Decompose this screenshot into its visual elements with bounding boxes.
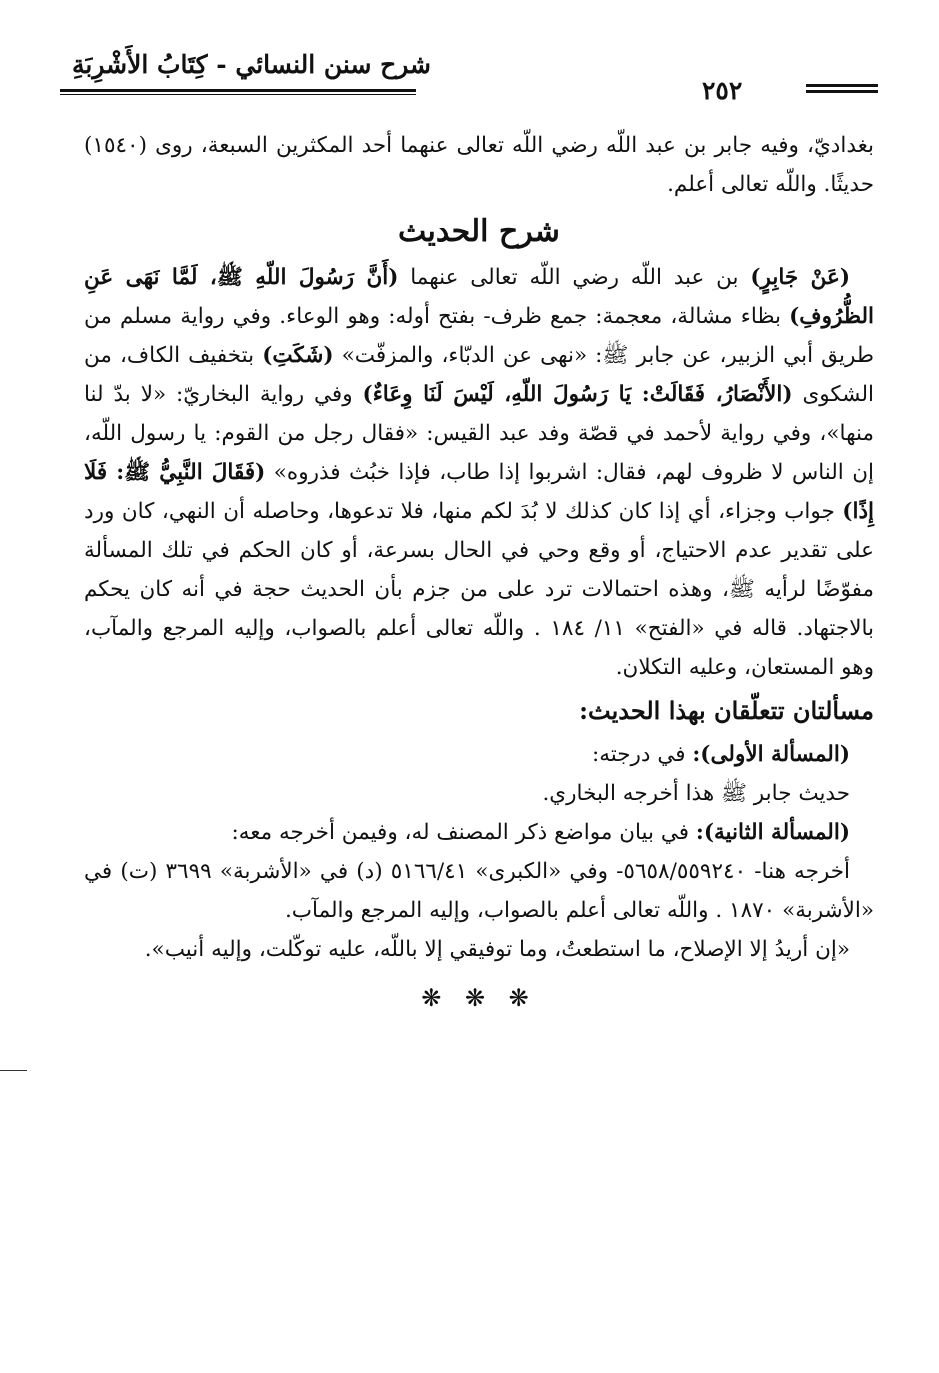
hadith-quote: (فَقَالَ النَّبِيُّ ﷺ: فَلَا إِذًا) — [84, 460, 874, 524]
issue-two — [84, 813, 874, 852]
issues-heading: مسألتان تتعلّقان بهذا الحديث: — [579, 696, 874, 725]
page-header — [0, 0, 939, 110]
issue-label: (المسألة الأولى): — [692, 742, 850, 767]
commentary-text: جواب وجزاء، أي إذا كان كذلك لا بُدَ لكم منها، فلا تدعوها، وحاصله أن النهي، كان ورد على تقدير عدم الاحتياج، أو وقع وحي في الحال بسرعة، أو كان الحكم في تلك المسألة مفوّضًا لرأيه ﷺ، وهذه احتمالات ترد على من جزم بأن الحديث حجة في أنه كان يحكم بالاجتهاد. قاله في «الفتح» ١١/ ١٨٤ . واللّه تعالى أعلم بالصواب، وإليه المرجع والمآب، وهو المستعان، وعليه التكلان. — [84, 499, 875, 680]
header-rule — [60, 89, 416, 92]
hadith-quote: (شَكَتِ) — [262, 343, 334, 368]
page-number: ٢٥٢ — [702, 76, 743, 105]
issue-one — [84, 735, 874, 774]
page-body — [84, 126, 874, 1018]
hadith-quote: (عَنْ جَابِرٍ) — [750, 265, 851, 290]
issue-title: في بيان مواضع ذكر المصنف له، وفيمن أخرجه معه: — [231, 820, 696, 845]
commentary-text: وفي رواية البخاريّ: «لا بدّ لنا منها»، وفي رواية لأحمد في قصّة وفد عبد القيس: «فقال رجل من القوم: يا رسول اللّه، إن الناس لا ظروف لهم، فقال: اشربوا إذا طاب، فإذا خبُث فذروه» — [84, 382, 875, 485]
issue-title: في درجته: — [592, 742, 693, 767]
margin-mark — [0, 1070, 27, 1071]
hadith-quote: (الأَنْصَارُ، فَقَالَتْ: يَا رَسُولَ اللّهِ، لَيْسَ لَنَا وِعَاءٌ) — [362, 382, 793, 407]
page-number-ornament — [806, 84, 878, 96]
commentary-text: بن عبد اللّه رضي اللّه تعالى عنهما — [398, 265, 751, 290]
commentary-text: بظاء مشالة، معجمة: جمع ظرف- بفتح أوله: وهو الوعاء. وفي رواية مسلم من طريق أبي الزبير، عن جابر ﷺ: «نهى عن الدبّاء، والمزفّت» — [84, 304, 875, 368]
issue-two-body: أخرجه هنا- ٥٦٥٨/٥٥٩٢٤٠- وفي «الكبرى» ٥١٦٦/٤١ (د) في «الأشربة» ٣٦٩٩ (ت) في «الأشربة» ١٨٧٠ . واللّه تعالى أعلم بالصواب، وإليه المرجع والمآب. — [84, 859, 874, 923]
issue-one-body: حديث جابر ﷺ هذا أخرجه البخاري. — [542, 781, 850, 806]
section-end-ornament: ❋ ❋ ❋ — [421, 984, 537, 1012]
commentary-paragraph — [84, 258, 874, 687]
hadith-quote: (أَنَّ رَسُولَ اللّهِ ﷺ، لَمَّا نَهَى عَنِ الظُّرُوفِ) — [84, 265, 874, 329]
intro-paragraph: بغداديّ، وفيه جابر بن عبد اللّه رضي اللّه تعالى عنهما أحد المكثرين السبعة، روى (١٥٤٠) حديثًا. واللّه تعالى أعلم. — [84, 133, 874, 197]
running-title: شرح سنن النسائي - كِتَابُ الأَشْرِبَةِ — [71, 50, 431, 79]
header-rule-thin — [60, 94, 416, 95]
section-heading: شرح الحديث — [398, 214, 560, 249]
commentary-text: بتخفيف الكاف، من الشكوى — [84, 343, 874, 407]
closing-quote: «إن أريدُ إلا الإصلاح، ما استطعتُ، وما توفيقي إلا باللّه، عليه توكّلت، وإليه أنيب». — [144, 937, 850, 962]
issue-label: (المسألة الثانية): — [695, 820, 850, 845]
